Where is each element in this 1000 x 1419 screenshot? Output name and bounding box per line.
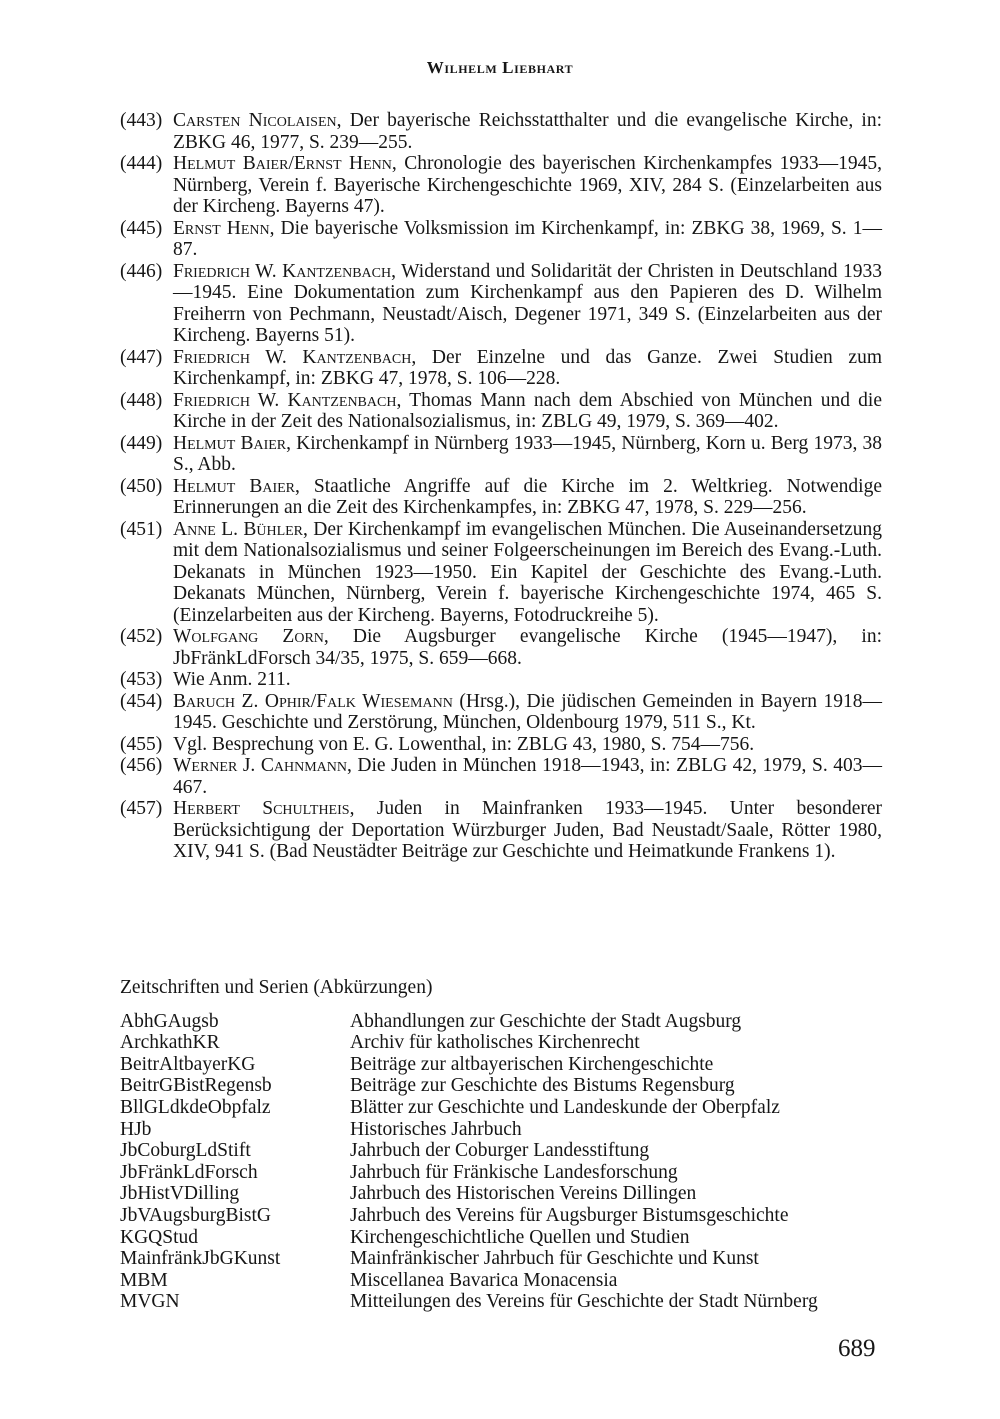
endnote-number: (456) — [120, 755, 163, 776]
endnote-text — [173, 261, 882, 347]
abbreviation: MVGN — [120, 1291, 180, 1313]
endnote — [120, 153, 882, 218]
abbreviation-expansion: Blätter zur Geschichte und Landeskunde der Oberpfalz — [350, 1096, 780, 1118]
abbreviation: BeitrGBistRegensb — [120, 1075, 272, 1097]
endnote-number: (448) — [120, 389, 163, 411]
abbreviation-expansion: Beiträge zur altbayerischen Kirchengeschichte — [350, 1053, 714, 1075]
abbreviation-expansion: Mainfränkischer Jahrbuch für Geschichte und Kunst — [350, 1248, 759, 1270]
endnote-number: (453) — [120, 669, 163, 690]
abbreviations-heading: Zeitschriften und Serien (Abkürzungen) — [120, 977, 433, 998]
endnote-text — [173, 218, 882, 261]
endnote-author: Ernst Henn — [173, 217, 270, 239]
abbreviation-expansion: Jahrbuch des Historischen Vereins Dillingen — [350, 1183, 697, 1205]
endnote-text — [173, 734, 882, 756]
abbreviations-table — [120, 1011, 818, 1313]
endnote — [120, 734, 882, 756]
abbreviation-row — [120, 1032, 818, 1054]
abbreviation-expansion: Jahrbuch des Vereins für Augsburger Bistumsgeschichte — [350, 1204, 789, 1226]
endnote-body: , Widerstand und Solidarität der Christen in Deutschland 1933—1945. Eine Dokumentation zum Kirchenkampf aus den Papieren des D. Wilhelm Freiherrn von Pechmann, Neustadt/Aisch, Degener 1971, 349 S. (Einzelarbeiten aus der Kircheng. Bayerns 51). — [173, 260, 883, 346]
abbreviation: BllGLdkdeObpfalz — [120, 1096, 271, 1118]
abbreviation: KGQStud — [120, 1226, 199, 1248]
endnote-text — [173, 110, 882, 153]
abbreviation: MBM — [120, 1269, 168, 1291]
endnote-number: (446) — [120, 260, 163, 282]
endnote-text — [173, 755, 882, 798]
abbreviation: ArchkathKR — [120, 1032, 220, 1054]
abbreviations-section — [120, 977, 882, 1313]
endnote-text — [173, 433, 882, 476]
endnote-body: , Chronologie des bayerischen Kirchenkampfes 1933—1945, Nürnberg, Verein f. Bayerische Kirchengeschichte 1969, XIV, 284 S. (Einzelarbeiten aus der Kircheng. Bayerns 47). — [173, 153, 882, 217]
abbreviation: JbFränkLdForsch — [120, 1161, 258, 1183]
endnote-body: , Die Augsburger evangelische Kirche (1945—1947), in: JbFränkLdForsch 34/35, 1975, S. 659—668. — [173, 626, 882, 669]
endnote-author: Friedrich W. Kantzenbach — [173, 260, 392, 282]
abbreviation-expansion: Archiv für katholisches Kirchenrecht — [350, 1032, 640, 1054]
endnote-text — [173, 669, 882, 691]
abbreviation-row — [120, 1011, 818, 1033]
endnote-text — [173, 347, 882, 390]
endnote-body: , Kirchenkampf in Nürnberg 1933—1945, Nürnberg, Korn u. Berg 1973, 38 S., Abb. — [173, 432, 882, 475]
endnote-body: , Thomas Mann nach dem Abschied von München und die Kirche in der Zeit des Nationalsozialismus, in: ZBLG 49, 1979, S. 369—402. — [173, 389, 882, 432]
endnote-text — [173, 691, 882, 734]
abbreviation-row — [120, 1097, 818, 1119]
abbreviation-expansion: Miscellanea Bavarica Monacensia — [350, 1269, 618, 1291]
abbreviation: JbCoburgLdStift — [120, 1140, 251, 1162]
endnote-text — [173, 153, 882, 218]
endnote-author: Helmut Baier — [173, 475, 295, 497]
endnote-author: Friedrich W. Kantzenbach — [173, 346, 412, 368]
endnote-number: (454) — [120, 690, 163, 712]
abbreviation-row — [120, 1162, 818, 1184]
endnote-text — [173, 476, 882, 519]
abbreviation-row — [120, 1075, 818, 1097]
endnote-text — [173, 798, 882, 863]
page-number: 689 — [838, 1335, 876, 1362]
endnote-number: (457) — [120, 798, 163, 819]
endnote-number: (449) — [120, 432, 163, 454]
endnote — [120, 433, 882, 476]
endnote-author: Wolfgang Zorn — [173, 626, 324, 647]
abbreviation-row — [120, 1227, 818, 1249]
abbreviation-expansion: Jahrbuch der Coburger Landesstiftung — [350, 1140, 650, 1162]
endnote-number: (455) — [120, 733, 163, 755]
running-head: Wilhelm Liebhart — [426, 58, 574, 77]
abbreviation-row — [120, 1248, 818, 1270]
endnote — [120, 218, 882, 261]
abbreviation: JbHistVDilling — [120, 1183, 240, 1205]
endnote-number: (450) — [120, 475, 163, 497]
endnote — [120, 755, 882, 798]
endnote-body: (Hrsg.), Die jüdischen Gemeinden in Bayern 1918—1945. Geschichte und Zerstörung, München, Oldenbourg 1979, 511 S., Kt. — [173, 690, 883, 733]
abbreviation: HJb — [120, 1118, 152, 1140]
endnote-body: , Der Einzelne und das Ganze. Zwei Studien zum Kirchenkampf, in: ZBKG 47, 1978, S. 106—228. — [173, 346, 882, 389]
endnote-text — [173, 626, 882, 669]
endnote-author: Friedrich W. Kantzenbach — [173, 389, 397, 411]
endnote-body: , Die bayerische Volksmission im Kirchenkampf, in: ZBKG 38, 1969, S. 1—87. — [173, 217, 882, 260]
endnote-author: Baruch Z. Ophir/Falk Wiesemann — [173, 690, 453, 712]
endnote-body: , Die Juden in München 1918—1943, in: ZBLG 42, 1979, S. 403—467. — [173, 755, 882, 798]
abbreviation-expansion: Historisches Jahrbuch — [350, 1118, 522, 1140]
endnote — [120, 669, 882, 691]
abbreviation: JbVAugsburgBistG — [120, 1204, 271, 1226]
endnotes-list — [120, 110, 882, 863]
endnote — [120, 347, 882, 390]
abbreviation-row — [120, 1140, 818, 1162]
endnote-number: (451) — [120, 518, 163, 540]
abbreviation: AbhGAugsb — [120, 1010, 219, 1032]
endnote — [120, 390, 882, 433]
abbreviation-expansion: Abhandlungen zur Geschichte der Stadt Augsburg — [350, 1010, 742, 1032]
endnote — [120, 519, 882, 627]
endnote-body: , Der bayerische Reichsstatthalter und die evangelische Kirche, in: ZBKG 46, 1977, S. 239—255. — [173, 110, 882, 153]
endnote-author: Anne L. Bühler — [173, 518, 304, 540]
abbreviation-expansion: Beiträge zur Geschichte des Bistums Regensburg — [350, 1075, 735, 1097]
endnote-number: (452) — [120, 626, 163, 647]
endnote-author: Herbert Schultheis — [173, 798, 350, 819]
abbreviation: BeitrAltbayerKG — [120, 1053, 256, 1075]
endnote-text — [173, 519, 882, 627]
abbreviation-row — [120, 1205, 818, 1227]
endnote — [120, 476, 882, 519]
abbreviation-expansion: Mitteilungen des Vereins für Geschichte der Stadt Nürnberg — [350, 1291, 818, 1313]
endnote — [120, 110, 882, 153]
abbreviation-expansion: Jahrbuch für Fränkische Landesforschung — [350, 1161, 678, 1183]
endnote — [120, 798, 882, 863]
endnote — [120, 626, 882, 669]
abbreviation-row — [120, 1054, 818, 1076]
endnote-number: (444) — [120, 153, 163, 174]
abbreviation-row — [120, 1119, 818, 1141]
abbreviation-row — [120, 1183, 818, 1205]
endnote-body: , Der Kirchenkampf im evangelischen München. Die Auseinandersetzung mit dem Nationalsozialismus und seiner Folgeerscheinungen im Bereich des Evang.-Luth. Dekanats in München 1923—1950. Ein Kapitel der Geschichte des Evang.-Luth. Dekanats München, Nürnberg, Verein f. bayerische Kirchengeschichte 1974, 465 S. (Einzelarbeiten aus der Kircheng. Bayerns, Fotodruckreihe 5). — [173, 518, 882, 626]
endnote — [120, 691, 882, 734]
endnote-number: (447) — [120, 346, 163, 368]
endnote-body: Vgl. Besprechung von E. G. Lowenthal, in: ZBLG 43, 1980, S. 754—756. — [173, 733, 755, 755]
endnote-number: (445) — [120, 217, 163, 239]
endnote-body: , Juden in Mainfranken 1933—1945. Unter besonderer Berücksichtigung der Deportation Würzburger Juden, Bad Neustadt/Saale, Rötter 1980, XIV, 941 S. (Bad Neustädter Beiträge zur Geschichte und Heimatkunde Frankens 1). — [173, 798, 882, 862]
endnote-author: Helmut Baier/Ernst Henn — [173, 153, 392, 174]
endnote-author: Werner J. Cahnmann — [173, 755, 347, 776]
abbreviation-row — [120, 1270, 818, 1292]
abbreviation-row — [120, 1291, 818, 1313]
abbreviation-expansion: Kirchengeschichtliche Quellen und Studien — [350, 1226, 690, 1248]
endnote-number: (443) — [120, 110, 163, 131]
endnote — [120, 261, 882, 347]
abbreviation: MainfränkJbGKunst — [120, 1248, 281, 1270]
endnote-author: Carsten Nicolaisen — [173, 110, 337, 131]
endnote-body: , Staatliche Angriffe auf die Kirche im 2. Weltkrieg. Notwendige Erinnerungen an die Zeit des Kirchenkampfes, in: ZBKG 47, 1978, S. 229—256. — [173, 475, 882, 518]
endnote-author: Helmut Baier — [173, 432, 287, 454]
endnote-body: Wie Anm. 211. — [173, 669, 291, 690]
endnote-text — [173, 390, 882, 433]
